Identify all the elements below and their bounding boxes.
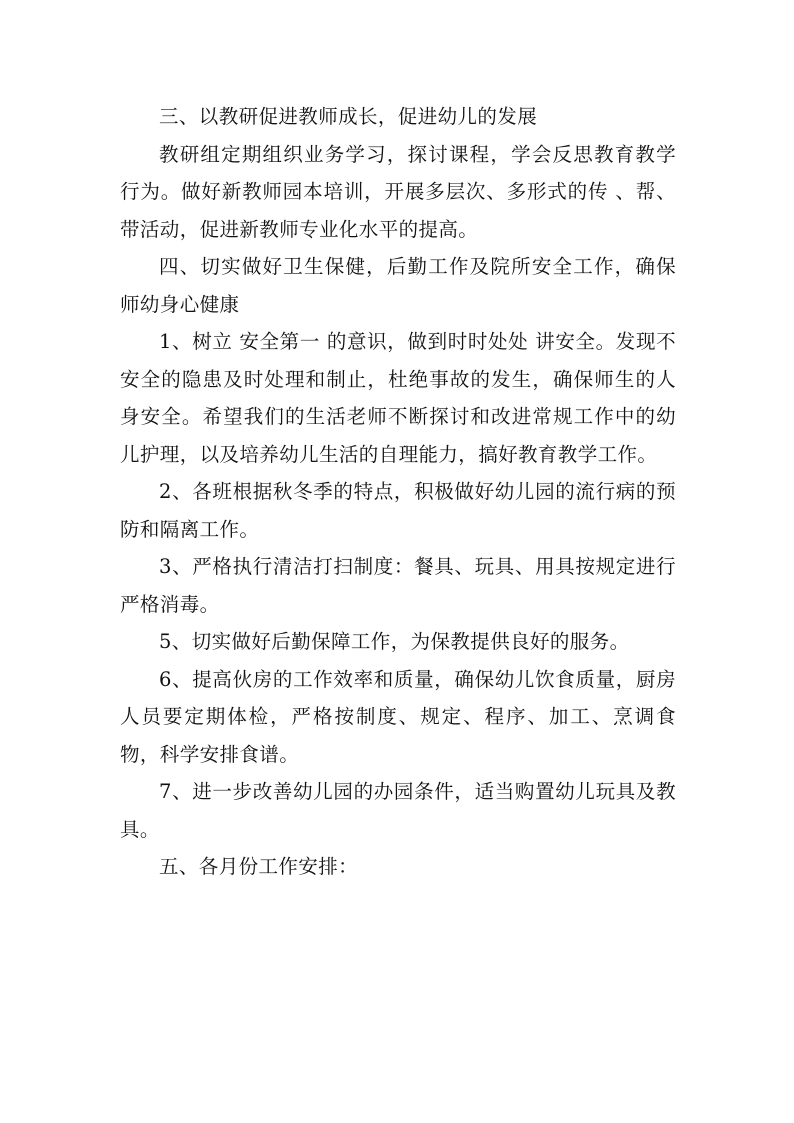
paragraph-item-2-prevention: 2、各班根据秋冬季的特点，积极做好幼儿园的流行病的预防和隔离工作。 [120, 480, 676, 541]
paragraph-teaching-research: 教研组定期组织业务学习，探讨课程，学会反思教育教学行为。做好新教师园本培训，开展多层次、多形式的传 、帮、带活动，促进新教师专业化水平的提高。 [120, 142, 676, 241]
heading-section-5: 五、各月份工作安排： [159, 855, 359, 878]
heading-section-3: 三、以教研促进教师成长，促进幼儿的发展 [159, 105, 538, 128]
paragraph-item-6-kitchen: 6、提高伙房的工作效率和质量，确保幼儿饮食质量，厨房人员要定期体检，严格按制度、规定、程序、加工、烹调食物，科学安排食谱。 [120, 667, 676, 766]
paragraph-item-5-logistics: 5、切实做好后勤保障工作，为保教提供良好的服务。 [159, 630, 630, 653]
paragraph-item-1-safety: 1、树立 安全第一 的意识，做到时时处处 讲安全。发现不安全的隐患及时处理和制止，杜绝事故的发生，确保师生的人身安全。希望我们的生活老师不断探讨和改进常规工作中的幼儿护理，以及培养幼儿生活的自理能力，搞好教育教学工作。 [120, 330, 676, 466]
paragraph-item-3-cleaning: 3、严格执行清洁打扫制度：餐具、玩具、用具按规定进行严格消毒。 [120, 555, 676, 616]
heading-section-4: 四、切实做好卫生保健，后勤工作及院所安全工作，确保师幼身心健康 [120, 255, 676, 316]
document-body [120, 98, 676, 886]
paragraph-item-7-conditions: 7、进一步改善幼儿园的办园条件，适当购置幼儿玩具及教具。 [120, 780, 676, 841]
